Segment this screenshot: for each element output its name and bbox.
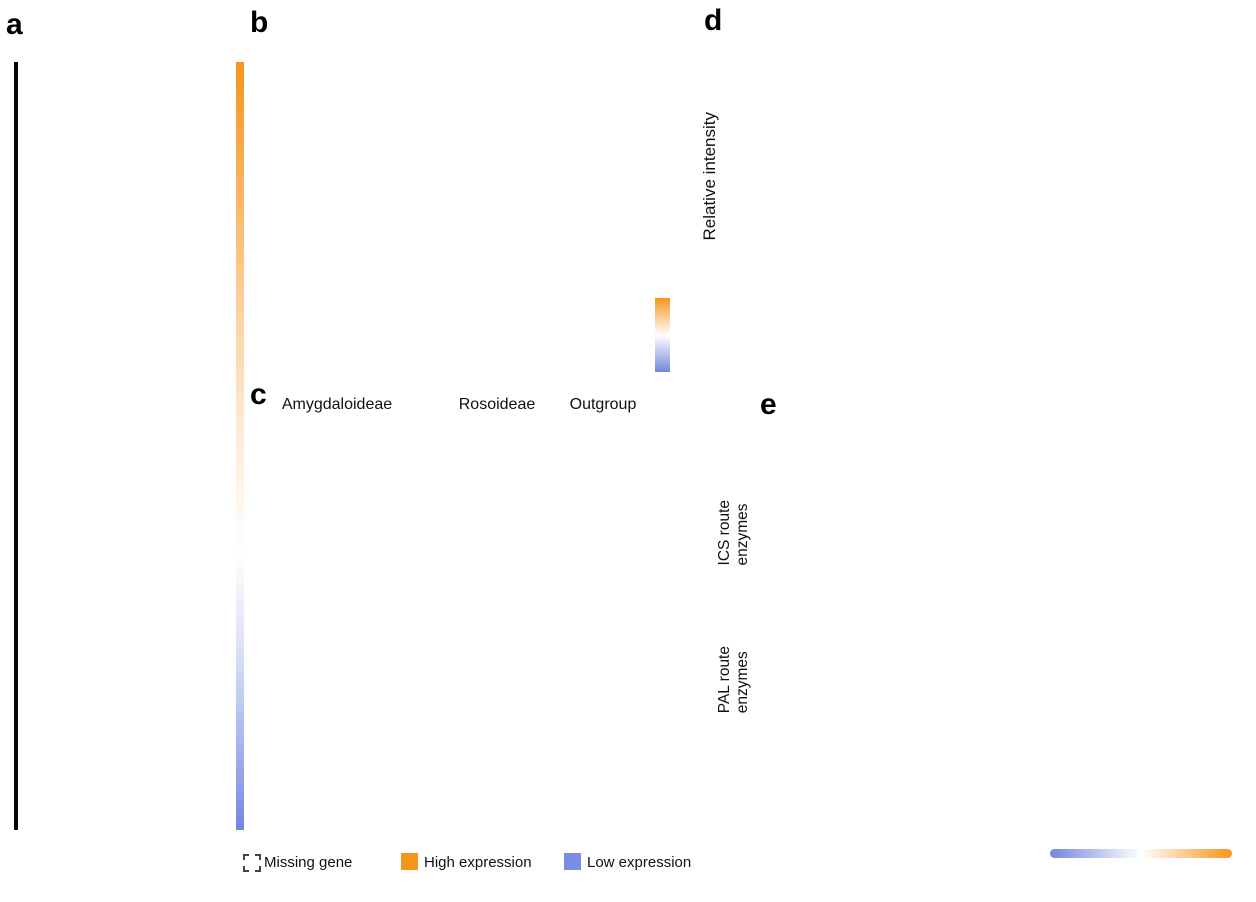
family-brackets	[240, 415, 680, 445]
panel-d-ylabel: Relative intensity	[700, 112, 719, 241]
dendrogram	[18, 4, 234, 60]
chromatograms	[690, 20, 1256, 362]
high-expression-swatch	[401, 853, 418, 870]
colorbar-e	[1050, 849, 1232, 858]
panel-c-label: c	[250, 378, 267, 411]
low-expression-label: Low expression	[587, 854, 692, 871]
panel-a-label: a	[6, 8, 23, 41]
colorbar-a	[236, 62, 244, 830]
ics-route-label: ICS route enzymes	[716, 500, 751, 566]
family-amygdaloideae: Amygdaloideae	[281, 396, 393, 413]
missing-gene-label: Missing gene	[264, 854, 353, 871]
missing-gene-swatch	[243, 854, 261, 872]
high-expression-label: High expression	[424, 854, 532, 871]
pal-route-label: PAL route enzymes	[716, 646, 751, 714]
panel-e-label: e	[760, 388, 777, 421]
clustered-heatmap	[18, 62, 232, 830]
colorbar-b	[655, 298, 670, 372]
low-expression-swatch	[564, 853, 581, 870]
panel-d-label: d	[704, 4, 723, 37]
family-rosoideae: Rosoideae	[458, 396, 536, 413]
family-outgroup: Outgroup	[569, 396, 637, 413]
panel-b-label: b	[250, 6, 269, 39]
